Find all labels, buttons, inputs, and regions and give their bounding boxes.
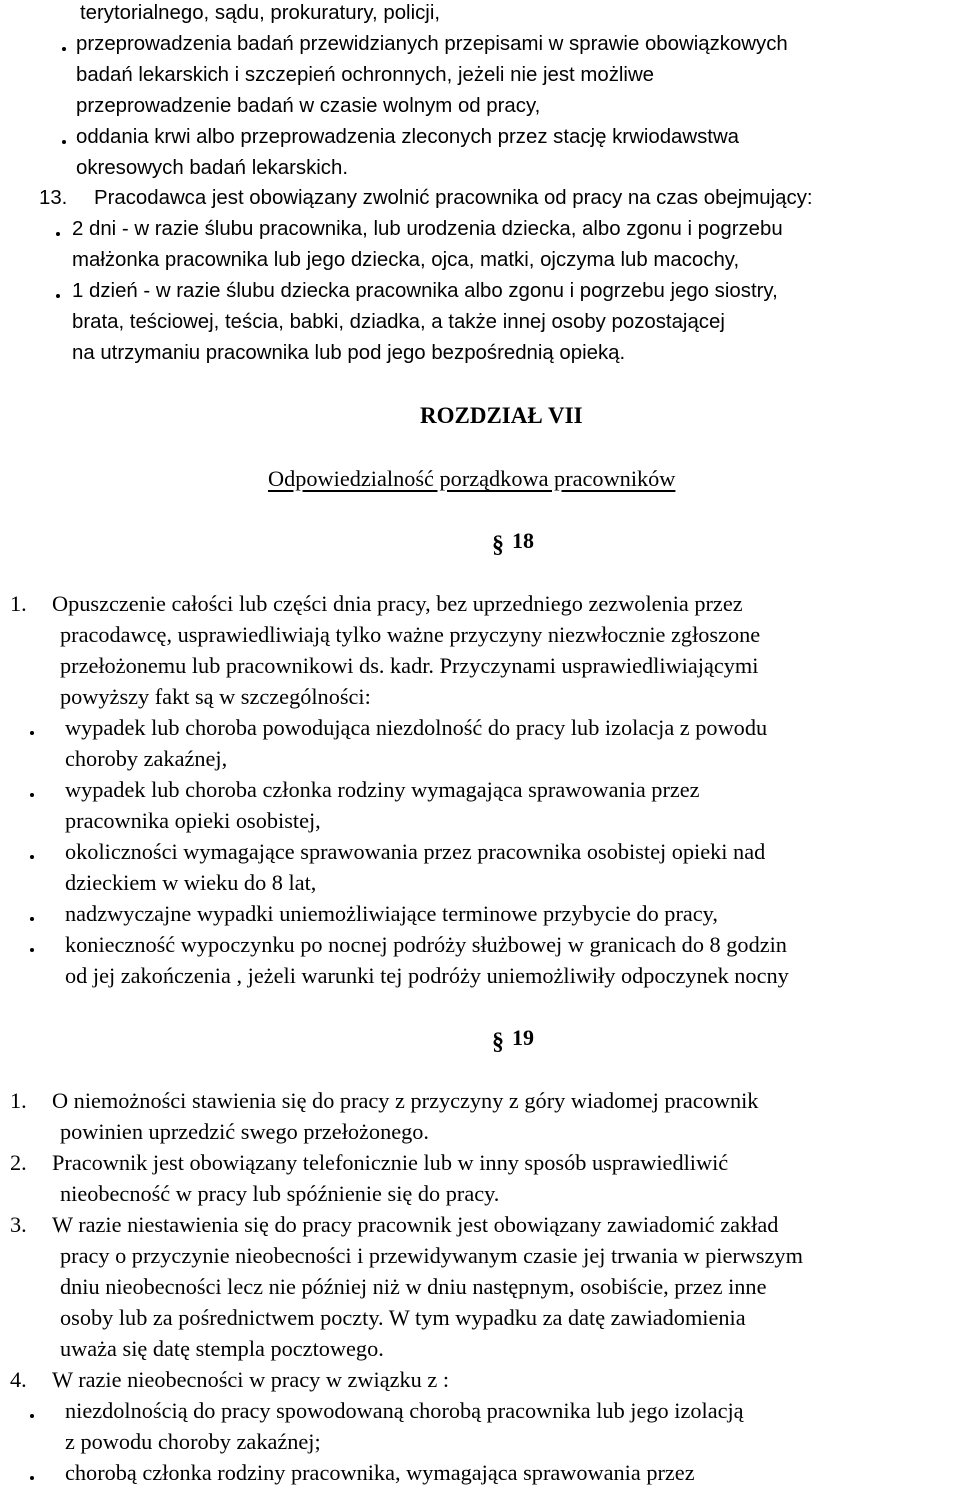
list-item-text: przeprowadzenia badań przewidzianych przepisami w sprawie obowiązkowych bbox=[76, 33, 788, 55]
list-item-text: okoliczności wymagające sprawowania przez pracownika osobistej opieki nad bbox=[65, 839, 766, 864]
text-line: dniu nieobecności lecz nie później niż w dniu następnym, osobiście, przez inne bbox=[60, 1274, 767, 1299]
bullet-icon bbox=[62, 140, 66, 144]
text-line: badań lekarskich i szczepień ochronnych, jeżeli nie jest możliwe bbox=[76, 64, 655, 86]
text-line: od jej zakończenia , jeżeli warunki tej podróży uniemożliwiły odpoczynek nocny bbox=[65, 963, 789, 988]
text-line: uważa się datę stempla pocztowego. bbox=[60, 1336, 384, 1361]
bullet-icon bbox=[56, 232, 60, 236]
list-item-text: oddania krwi albo przeprowadzenia zleconych przez stację krwiodawstwa bbox=[76, 126, 740, 148]
text-line: brata, teściowej, teścia, babki, dziadka, a także innej osoby pozostającej bbox=[72, 311, 725, 333]
text-line: powyższy fakt są w szczególności: bbox=[60, 684, 371, 709]
text-line: okresowych badań lekarskich. bbox=[76, 157, 349, 179]
bullet-icon bbox=[30, 1414, 34, 1418]
paragraph-text: Pracodawca jest obowiązany zwolnić pracownika od pracy na czas obejmujący: bbox=[94, 187, 813, 209]
text-line: powinien uprzedzić swego przełożonego. bbox=[60, 1119, 429, 1144]
text-line: pracy o przyczynie nieobecności i przewidywanym czasie jej trwania w pierwszym bbox=[60, 1243, 803, 1268]
text-line: choroby zakaźnej, bbox=[65, 746, 228, 771]
text-line: na utrzymaniu pracownika lub pod jego bezpośrednią opieką. bbox=[72, 342, 626, 364]
section-number: 19 bbox=[512, 1025, 534, 1050]
section-sign-icon bbox=[491, 527, 507, 561]
list-item-text: konieczność wypoczynku po nocnej podróży służbowej w granicach do 8 godzin bbox=[65, 932, 787, 957]
text-line: z powodu choroby zakaźnej; bbox=[65, 1429, 321, 1454]
paragraph-text: O niemożności stawienia się do pracy z przyczyny z góry wiadomej pracownik bbox=[52, 1088, 759, 1113]
list-item-text: niezdolnością do pracy spowodowaną chorobą pracownika lub jego izolacją bbox=[65, 1398, 744, 1423]
bullet-icon bbox=[30, 1476, 34, 1480]
paragraph-number: 4. bbox=[10, 1367, 27, 1392]
text-line: dzieckiem w wieku do 8 lat, bbox=[65, 870, 317, 895]
list-item-text: nadzwyczajne wypadki uniemożliwiające terminowe przybycie do pracy, bbox=[65, 901, 718, 926]
text-line: pracodawcę, usprawiedliwiają tylko ważne przyczyny niezwłocznie zgłoszone bbox=[60, 622, 761, 647]
section-number: 18 bbox=[512, 528, 534, 553]
text-line: osoby lub za pośrednictwem poczty. W tym wypadku za datę zawiadomienia bbox=[60, 1305, 746, 1330]
bullet-icon bbox=[30, 855, 34, 859]
paragraph-number: 2. bbox=[10, 1150, 27, 1175]
bullet-icon bbox=[30, 731, 34, 735]
list-item-text: 2 dni - w razie ślubu pracownika, lub urodzenia dziecka, albo zgonu i pogrzebu bbox=[72, 218, 783, 240]
list-item-text: chorobą członka rodziny pracownika, wymagająca sprawowania przez bbox=[65, 1460, 695, 1485]
text-line: terytorialnego, sądu, prokuratury, policji, bbox=[80, 2, 441, 24]
text-line: małżonka pracownika lub jego dziecka, ojca, matki, ojczyma lub macochy, bbox=[72, 249, 740, 271]
bullet-icon bbox=[30, 917, 34, 921]
svg-text:§: § bbox=[492, 532, 504, 558]
list-item-text: 1 dzień - w razie ślubu dziecka pracownika albo zgonu i pogrzebu jego siostry, bbox=[72, 280, 778, 302]
bullet-icon bbox=[62, 47, 66, 51]
bullet-icon bbox=[56, 294, 60, 298]
paragraph-text: Pracownik jest obowiązany telefonicznie lub w inny sposób usprawiedliwić bbox=[52, 1150, 729, 1175]
paragraph-text: Opuszczenie całości lub części dnia pracy, bez uprzedniego zezwolenia przez bbox=[52, 591, 743, 616]
bullet-icon bbox=[30, 793, 34, 797]
chapter-subtitle: Odpowiedzialność porządkowa pracowników bbox=[268, 466, 676, 491]
section-sign-icon bbox=[491, 1024, 507, 1058]
svg-text:§: § bbox=[492, 1029, 504, 1055]
chapter-title: ROZDZIAŁ VII bbox=[420, 403, 583, 428]
paragraph-number: 3. bbox=[10, 1212, 27, 1237]
text-line: przełożonemu lub pracownikowi ds. kadr. Przyczynami usprawiedliwiającymi bbox=[60, 653, 759, 678]
list-item-text: wypadek lub choroba członka rodziny wymagająca sprawowania przez bbox=[65, 777, 700, 802]
paragraph-number: 1. bbox=[10, 591, 27, 616]
paragraph-text: W razie niestawienia się do pracy pracownik jest obowiązany zawiadomić zakład bbox=[52, 1212, 779, 1237]
paragraph-text: W razie nieobecności w pracy w związku z : bbox=[52, 1367, 450, 1392]
text-line: przeprowadzenie badań w czasie wolnym od pracy, bbox=[76, 95, 541, 117]
text-line: pracownika opieki osobistej, bbox=[65, 808, 321, 833]
text-line: nieobecność w pracy lub spóźnienie się do pracy. bbox=[60, 1181, 500, 1206]
bullet-icon bbox=[30, 948, 34, 952]
paragraph-number: 1. bbox=[10, 1088, 27, 1113]
list-item-text: wypadek lub choroba powodująca niezdolność do pracy lub izolacja z powodu bbox=[65, 715, 768, 740]
paragraph-number: 13. bbox=[39, 187, 68, 209]
